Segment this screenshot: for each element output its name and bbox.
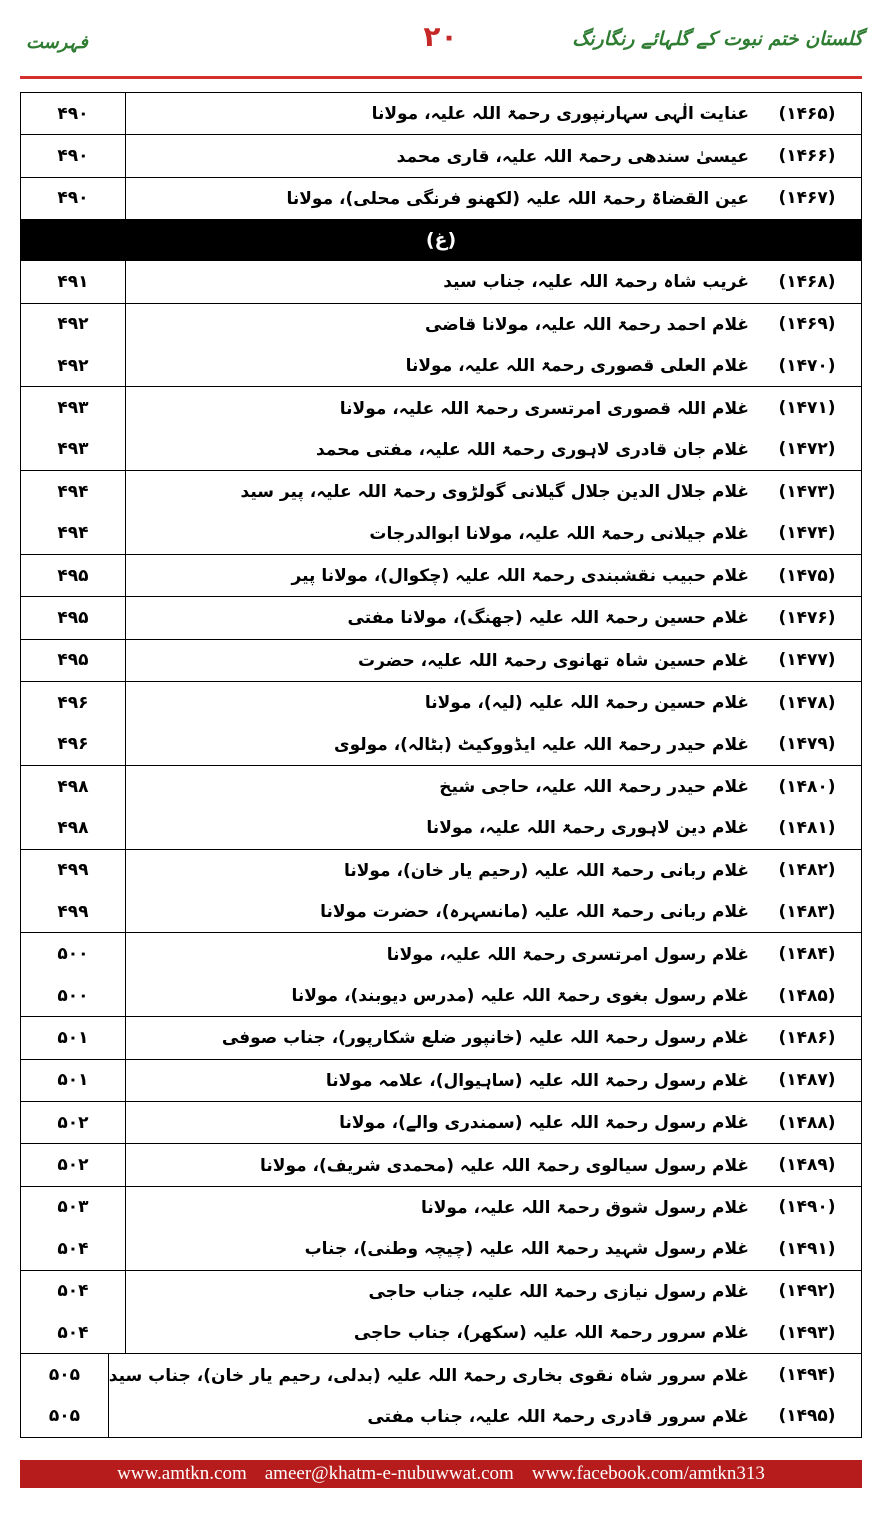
page-column [21, 850, 126, 933]
index-entry[interactable] [126, 850, 861, 891]
page-ref: ۵۰۴ [57, 1238, 89, 1259]
index-entry[interactable] [126, 766, 861, 807]
page-column [21, 471, 126, 554]
entry-number: (۱۴۸۹) [778, 1155, 836, 1176]
page-ref: ۴۹۹ [57, 901, 89, 922]
entry-number: (۱۴۸۲) [778, 860, 836, 881]
index-group [20, 178, 862, 220]
index-entry[interactable] [126, 387, 861, 428]
entry-name: غلام سرور رحمۃ اللہ علیہ (سکھر)، جناب حاجی [353, 1323, 749, 1344]
entry-name: غلام رسول شہید رحمۃ اللہ علیہ (چیچہ وطنی)، جناب [304, 1239, 749, 1260]
index-entry[interactable] [126, 1187, 861, 1228]
footer-website[interactable]: www.amtkn.com [117, 1463, 247, 1484]
entry-number: (۱۴۸۵) [778, 985, 836, 1006]
page-ref: ۵۰۴ [57, 1281, 89, 1302]
entry-name: غلام سرور قادری رحمۃ اللہ علیہ، جناب مفتی [367, 1406, 749, 1427]
entry-name: غلام رسول بغوی رحمۃ اللہ علیہ (مدرس دیوبند)، مولانا [291, 986, 749, 1006]
page-column [21, 640, 126, 681]
entry-number: (۱۴۸۴) [778, 944, 836, 965]
index-entry[interactable] [126, 555, 861, 596]
index-table [20, 92, 862, 1438]
page-ref: ۵۰۱ [57, 1027, 89, 1048]
page-footer [20, 1460, 862, 1488]
index-group [20, 1144, 862, 1186]
entry-name: غلام جلال الدین جلال گیلانی گولڑوی رحمۃ اللہ علیہ، پیر سید [240, 482, 749, 503]
index-group [20, 850, 862, 934]
index-group [20, 92, 862, 135]
page-ref: ۵۰۵ [48, 1365, 80, 1386]
index-group [20, 682, 862, 766]
entry-name: عین القضاۃ رحمۃ اللہ علیہ (لکھنو فرنگی محلی)، مولانا [286, 188, 749, 209]
page-ref: ۵۰۲ [57, 1112, 89, 1133]
index-entry[interactable] [109, 1354, 861, 1395]
entry-number: (۱۴۸۶) [778, 1027, 836, 1048]
index-group [20, 471, 862, 555]
entry-name: غلام رسول امرتسری رحمۃ اللہ علیہ، مولانا [386, 944, 749, 965]
page-column [21, 387, 126, 470]
page-ref: ۴۹۰ [57, 188, 89, 209]
entry-name: غلام جیلانی رحمۃ اللہ علیہ، مولانا ابوالدرجات [369, 523, 749, 544]
page-ref: ۴۹۴ [57, 481, 89, 502]
entry-name: غلام احمد رحمۃ اللہ علیہ، مولانا قاضی [425, 314, 749, 335]
page-column [21, 178, 126, 219]
entry-name: غلام العلی قصوری رحمۃ اللہ علیہ، مولانا [405, 356, 749, 377]
entry-number: (۱۴۷۹) [778, 734, 836, 755]
index-entry[interactable] [126, 1312, 861, 1353]
footer-facebook[interactable]: www.facebook.com/amtkn313 [531, 1463, 765, 1484]
index-group [20, 135, 862, 177]
page-ref: ۴۹۶ [57, 734, 89, 755]
index-entry[interactable] [126, 471, 861, 512]
index-entry[interactable] [126, 807, 861, 848]
entry-number: (۱۴۹۰) [778, 1197, 836, 1218]
index-entry[interactable] [126, 429, 861, 470]
entry-name: غلام رسول رحمۃ اللہ علیہ (سمندری والے)، مولانا [339, 1113, 749, 1134]
page-ref: ۵۰۳ [57, 1197, 89, 1218]
page-ref: ۴۹۰ [57, 103, 89, 124]
page-column [21, 1017, 126, 1058]
page-column [21, 135, 126, 176]
index-group [20, 555, 862, 597]
entry-number: (۱۴۷۶) [778, 607, 836, 628]
index-entry[interactable] [126, 1017, 861, 1058]
index-entry[interactable] [126, 178, 861, 219]
entry-name: غریب شاہ رحمۃ اللہ علیہ، جناب سید [443, 272, 749, 293]
entry-number: (۱۴۷۰) [778, 355, 836, 376]
page-ref: ۴۹۴ [57, 523, 89, 544]
entry-number: (۱۴۷۲) [778, 439, 836, 460]
page-column [21, 1187, 126, 1270]
index-entry[interactable] [126, 1060, 861, 1101]
page-column [21, 1354, 109, 1437]
index-entry[interactable] [126, 513, 861, 554]
index-entry[interactable] [126, 891, 861, 932]
index-group [20, 1187, 862, 1271]
entry-name: غلام حسین رحمۃ اللہ علیہ (جھنگ)، مولانا مفتی [347, 608, 749, 629]
entry-number: (۱۴۹۳) [778, 1322, 836, 1343]
entry-name: غلام حسین شاہ تھانوی رحمۃ اللہ علیہ، حضرت [358, 650, 749, 671]
page-ref: ۴۹۶ [57, 692, 89, 713]
entry-number: (۱۴۸۱) [778, 817, 836, 838]
page-ref: ۵۰۱ [57, 1070, 89, 1091]
entry-name: غلام سرور شاہ نقوی بخاری رحمۃ اللہ علیہ (بدلی، رحیم یار خان)، جناب سید [108, 1365, 749, 1386]
index-entry[interactable] [126, 304, 861, 345]
index-entry[interactable] [126, 93, 861, 134]
index-entry[interactable] [126, 975, 861, 1016]
section-label: فہرست [26, 32, 88, 53]
page-ref: ۴۹۳ [57, 398, 89, 419]
page-ref: ۴۹۲ [57, 314, 89, 335]
index-group [20, 1017, 862, 1059]
page-ref: ۵۰۵ [48, 1406, 80, 1427]
index-entry[interactable] [126, 723, 861, 764]
index-entry[interactable] [126, 640, 861, 681]
index-entry[interactable] [109, 1396, 861, 1437]
header-divider [20, 76, 862, 79]
index-group [20, 640, 862, 682]
entry-number: (۱۴۷۳) [778, 481, 836, 502]
page-ref: ۴۹۸ [57, 776, 89, 797]
entry-number: (۱۴۷۵) [778, 565, 836, 586]
page-ref: ۴۹۹ [57, 860, 89, 881]
page-ref: ۴۹۵ [57, 607, 89, 628]
entry-name: غلام دین لاہوری رحمۃ اللہ علیہ، مولانا [426, 818, 749, 839]
entry-number: (۱۴۶۸) [778, 271, 836, 292]
entry-name: غلام حیدر رحمۃ اللہ علیہ ایڈووکیٹ (بٹالہ)، مولوی [333, 734, 749, 755]
entry-number: (۱۴۹۱) [778, 1238, 836, 1259]
page-column [21, 1102, 126, 1143]
entry-name: غلام ربانی رحمۃ اللہ علیہ (رحیم یار خان)، مولانا [343, 860, 749, 881]
index-group [20, 387, 862, 471]
index-group [20, 1271, 862, 1355]
page-column [21, 93, 126, 134]
entry-number: (۱۴۷۷) [778, 650, 836, 671]
index-entry[interactable] [126, 345, 861, 386]
entry-name: غلام رسول رحمۃ اللہ علیہ (خانپور ضلع شکارپور)، جناب صوفی [221, 1028, 749, 1049]
index-entry[interactable] [126, 1144, 861, 1185]
index-entry[interactable] [126, 933, 861, 974]
footer-email[interactable]: ameer@khatm-e-nubuwwat.com [264, 1463, 514, 1484]
book-title: گلستان ختم نبوت کے گلہائے رنگارنگ [572, 28, 863, 50]
page-ref: ۵۰۲ [57, 1155, 89, 1176]
entry-name: عنایت الٰہی سہارنپوری رحمۃ اللہ علیہ، مولانا [371, 104, 749, 125]
entry-number: (۱۴۸۳) [778, 901, 836, 922]
page-ref: ۴۹۸ [57, 817, 89, 838]
index-entry[interactable] [126, 1228, 861, 1269]
page-column [21, 1144, 126, 1185]
entry-number: (۱۴۷۱) [778, 398, 836, 419]
entry-number: (۱۴۹۲) [778, 1281, 836, 1302]
index-group [20, 304, 862, 388]
page-ref: ۴۹۰ [57, 146, 89, 167]
page-column [21, 933, 126, 1016]
entry-number: (۱۴۹۴) [778, 1365, 836, 1386]
page-ref: ۴۹۳ [57, 439, 89, 460]
page-column [21, 766, 126, 849]
entry-name: غلام ربانی رحمۃ اللہ علیہ (مانسہرہ)، حضرت مولانا [320, 902, 749, 923]
index-group [20, 1354, 862, 1438]
entry-number: (۱۴۸۸) [778, 1112, 836, 1133]
index-entry[interactable] [126, 135, 861, 176]
page-ref: ۵۰۴ [57, 1322, 89, 1343]
page-ref: ۴۹۵ [57, 565, 89, 586]
index-group [20, 933, 862, 1017]
entry-number: (۱۴۶۷) [778, 188, 836, 209]
index-group [20, 597, 862, 639]
entry-number: (۱۴۶۵) [778, 103, 836, 124]
page-column [21, 1060, 126, 1101]
page-column [21, 261, 126, 302]
page-column [21, 304, 126, 387]
entry-name: غلام رسول شوق رحمۃ اللہ علیہ، مولانا [420, 1197, 749, 1218]
page-header [0, 0, 881, 80]
entry-number: (۱۴۷۸) [778, 692, 836, 713]
entry-number: (۱۴۶۹) [778, 314, 836, 335]
entry-name: غلام رسول رحمۃ اللہ علیہ (ساہیوال)، علامہ مولانا [325, 1070, 749, 1091]
page-column [21, 1271, 126, 1354]
entry-name: عیسیٰ سندھی رحمۃ اللہ علیہ، قاری محمد [396, 146, 749, 167]
index-entry[interactable] [126, 597, 861, 638]
page-column [21, 555, 126, 596]
entry-name: غلام حسین رحمۃ اللہ علیہ (لیہ)، مولانا [424, 693, 749, 714]
entry-name: غلام رسول نیازی رحمۃ اللہ علیہ، جناب حاجی [368, 1281, 749, 1302]
index-group [20, 261, 862, 303]
index-group [20, 766, 862, 850]
index-entry[interactable] [126, 1102, 861, 1143]
index-entry[interactable] [126, 261, 861, 302]
page-ref: ۵۰۰ [57, 944, 89, 965]
page-ref: ۴۹۱ [57, 271, 89, 292]
entry-name: غلام حیدر رحمۃ اللہ علیہ، حاجی شیخ [439, 777, 749, 798]
page-column [21, 682, 126, 765]
section-heading: (غ) [20, 220, 862, 261]
entry-name: غلام حبیب نقشبندی رحمۃ اللہ علیہ (چکوال)، مولانا پیر [291, 566, 749, 587]
page-ref: ۵۰۰ [57, 985, 89, 1006]
index-entry[interactable] [126, 682, 861, 723]
page-ref: ۴۹۲ [57, 355, 89, 376]
entry-number: (۱۴۹۵) [778, 1406, 836, 1427]
page-column [21, 597, 126, 638]
entry-name: غلام جان قادری لاہوری رحمۃ اللہ علیہ، مفتی محمد [315, 439, 749, 460]
entry-name: غلام رسول سیالوی رحمۃ اللہ علیہ (محمدی شریف)، مولانا [260, 1155, 749, 1176]
entry-number: (۱۴۷۴) [778, 523, 836, 544]
entry-number: (۱۴۸۰) [778, 776, 836, 797]
page-number: ۲۰ [423, 20, 458, 53]
index-group [20, 1102, 862, 1144]
entry-number: (۱۴۸۷) [778, 1070, 836, 1091]
index-group [20, 1060, 862, 1102]
page-ref: ۴۹۵ [57, 650, 89, 671]
entry-number: (۱۴۶۶) [778, 146, 836, 167]
entry-name: غلام اللہ قصوری امرتسری رحمۃ اللہ علیہ، مولانا [339, 398, 749, 419]
index-entry[interactable] [126, 1271, 861, 1312]
